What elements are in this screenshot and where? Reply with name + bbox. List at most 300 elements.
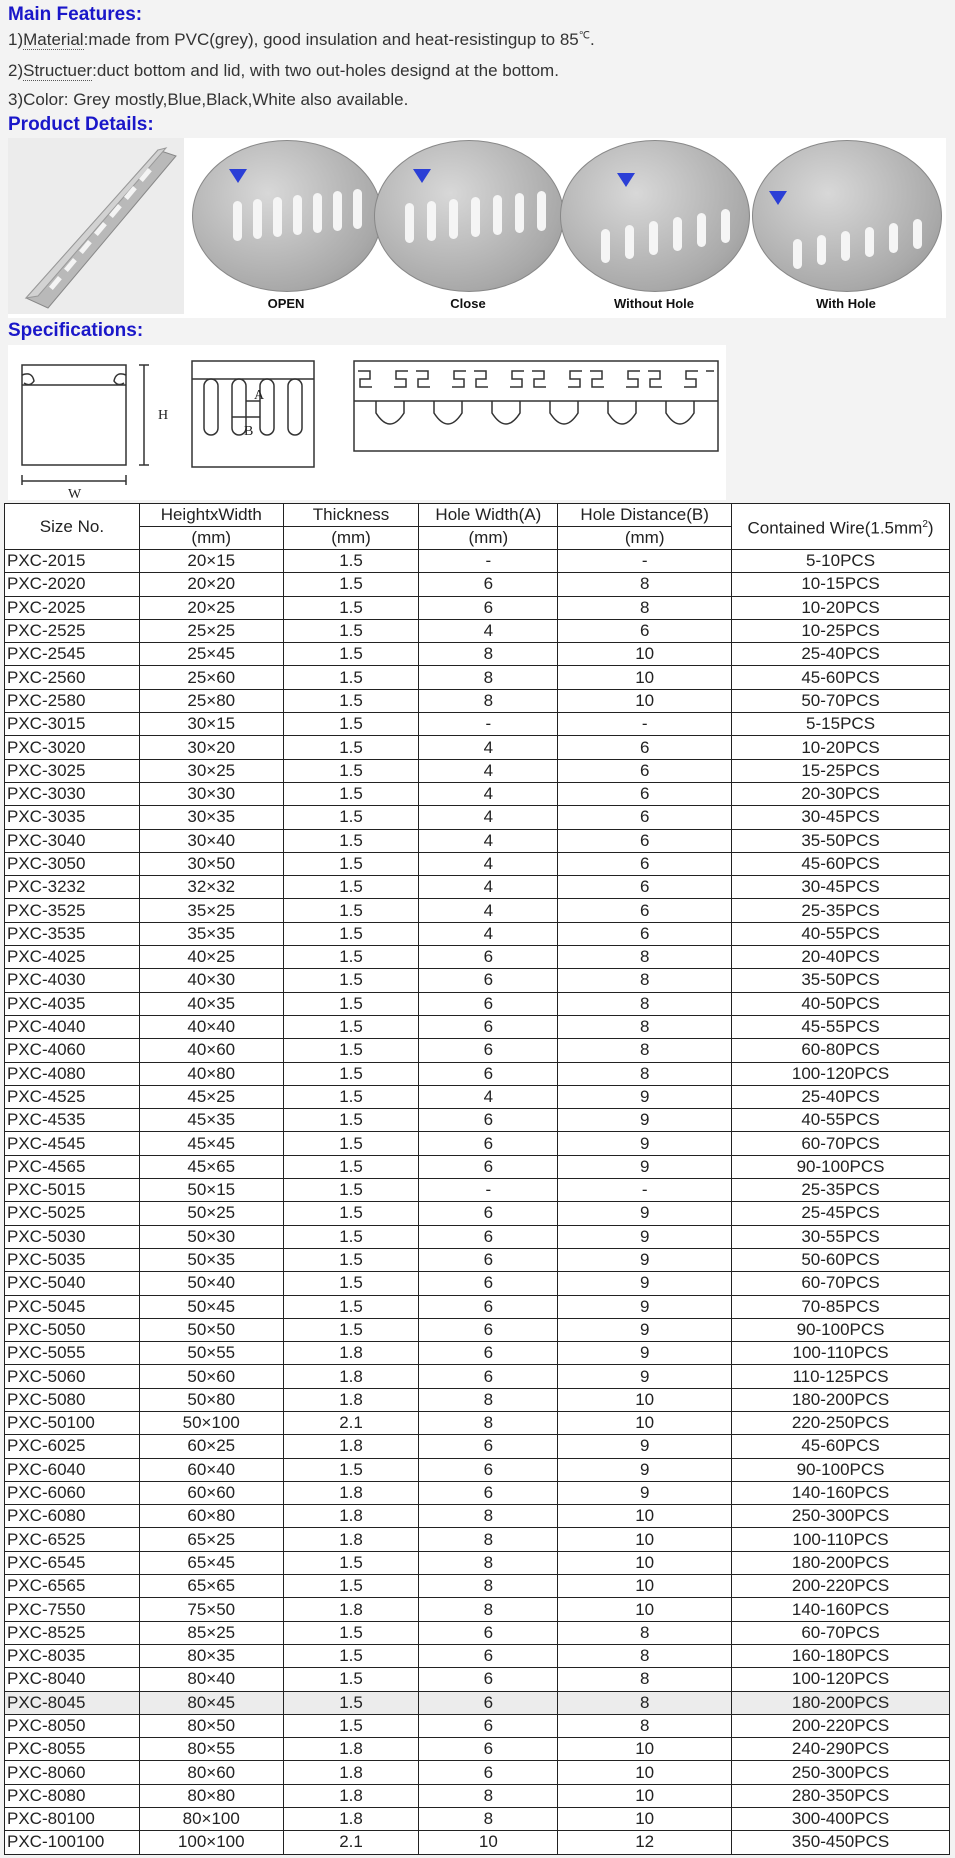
cell-height-width: 50×45 xyxy=(139,1295,283,1318)
cell-size-no: PXC-5040 xyxy=(5,1272,140,1295)
cell-thickness: 1.5 xyxy=(283,1248,419,1271)
cell-thickness: 1.5 xyxy=(283,666,419,689)
label-b: B xyxy=(244,424,254,439)
cell-size-no: PXC-3030 xyxy=(5,782,140,805)
cell-thickness: 1.8 xyxy=(283,1342,419,1365)
cell-height-width: 40×30 xyxy=(139,969,283,992)
label-w: W xyxy=(68,487,82,500)
table-row xyxy=(5,1365,950,1388)
cell-thickness: 1.5 xyxy=(283,1202,419,1225)
cell-hole-width: 6 xyxy=(419,573,558,596)
cell-height-width: 85×25 xyxy=(139,1621,283,1644)
table-row xyxy=(5,1295,950,1318)
cell-size-no: PXC-4035 xyxy=(5,992,140,1015)
cell-thickness: 1.5 xyxy=(283,1155,419,1178)
cell-hole-width: 8 xyxy=(419,643,558,666)
cell-contained-wire: 240-290PCS xyxy=(732,1738,950,1761)
spec-diagrams xyxy=(8,345,726,500)
cell-size-no: PXC-8045 xyxy=(5,1691,140,1714)
cell-hole-width: 8 xyxy=(419,1411,558,1434)
cell-size-no: PXC-4525 xyxy=(5,1085,140,1108)
cell-height-width: 45×35 xyxy=(139,1109,283,1132)
cell-height-width: 100×100 xyxy=(139,1831,283,1854)
cell-hole-distance: 9 xyxy=(558,1085,732,1108)
cell-height-width: 25×60 xyxy=(139,666,283,689)
table-row xyxy=(5,1668,950,1691)
table-row xyxy=(5,969,950,992)
cell-thickness: 1.5 xyxy=(283,550,419,573)
cell-hole-distance: 6 xyxy=(558,619,732,642)
cell-hole-distance: 8 xyxy=(558,1691,732,1714)
unit-mm: (mm) xyxy=(558,527,732,550)
cell-height-width: 45×65 xyxy=(139,1155,283,1178)
cell-thickness: 1.5 xyxy=(283,1318,419,1341)
cell-contained-wire: 5-15PCS xyxy=(732,713,950,736)
cell-hole-width: 6 xyxy=(419,1761,558,1784)
wire-label: Contained Wire(1.5mm xyxy=(747,518,923,538)
table-row xyxy=(5,1551,950,1574)
cell-contained-wire: 40-55PCS xyxy=(732,922,950,945)
cell-thickness: 1.5 xyxy=(283,596,419,619)
cell-size-no: PXC-4545 xyxy=(5,1132,140,1155)
cell-contained-wire: 250-300PCS xyxy=(732,1761,950,1784)
table-row xyxy=(5,1644,950,1667)
cell-hole-distance: 10 xyxy=(558,1411,732,1434)
cell-size-no: PXC-6040 xyxy=(5,1458,140,1481)
cell-hole-distance: 9 xyxy=(558,1132,732,1155)
cell-hole-distance: 10 xyxy=(558,1738,732,1761)
cell-hole-width: 6 xyxy=(419,1062,558,1085)
cell-hole-distance: 6 xyxy=(558,852,732,875)
cell-hole-width: - xyxy=(419,1179,558,1202)
cell-size-no: PXC-2020 xyxy=(5,573,140,596)
cell-hole-distance: 9 xyxy=(558,1225,732,1248)
cell-thickness: 1.5 xyxy=(283,1621,419,1644)
label-h: H xyxy=(158,408,169,423)
table-row xyxy=(5,1528,950,1551)
cell-height-width: 60×60 xyxy=(139,1481,283,1504)
cell-height-width: 20×15 xyxy=(139,550,283,573)
table-row xyxy=(5,1202,950,1225)
cell-height-width: 50×55 xyxy=(139,1342,283,1365)
cell-contained-wire: 100-120PCS xyxy=(732,1668,950,1691)
cell-hole-width: 6 xyxy=(419,1109,558,1132)
cell-hole-width: 8 xyxy=(419,1388,558,1411)
cell-hole-width: 6 xyxy=(419,969,558,992)
header-thickness: Thickness xyxy=(283,504,419,527)
cell-height-width: 80×40 xyxy=(139,1668,283,1691)
cell-size-no: PXC-7550 xyxy=(5,1598,140,1621)
cell-thickness: 1.5 xyxy=(283,992,419,1015)
cell-hole-width: 6 xyxy=(419,1668,558,1691)
cell-contained-wire: 350-450PCS xyxy=(732,1831,950,1854)
caption-open: OPEN xyxy=(267,296,305,311)
table-row xyxy=(5,1272,950,1295)
cell-hole-distance: 10 xyxy=(558,1575,732,1598)
cell-hole-distance: 9 xyxy=(558,1435,732,1458)
cell-size-no: PXC-80100 xyxy=(5,1808,140,1831)
cell-size-no: PXC-5045 xyxy=(5,1295,140,1318)
cell-hole-distance: 6 xyxy=(558,806,732,829)
table-row xyxy=(5,992,950,1015)
cell-thickness: 1.5 xyxy=(283,1132,419,1155)
cell-thickness: 1.5 xyxy=(283,759,419,782)
cell-contained-wire: 25-35PCS xyxy=(732,1179,950,1202)
cell-height-width: 50×40 xyxy=(139,1272,283,1295)
cell-size-no: PXC-3015 xyxy=(5,713,140,736)
cell-contained-wire: 35-50PCS xyxy=(732,829,950,852)
table-row xyxy=(5,1575,950,1598)
cell-hole-distance: 8 xyxy=(558,969,732,992)
table-row xyxy=(5,1714,950,1737)
cell-size-no: PXC-5035 xyxy=(5,1248,140,1271)
cell-height-width: 80×100 xyxy=(139,1808,283,1831)
cell-hole-width: 6 xyxy=(419,1272,558,1295)
cell-size-no: PXC-8040 xyxy=(5,1668,140,1691)
cell-contained-wire: 30-55PCS xyxy=(732,1225,950,1248)
cell-hole-distance: 10 xyxy=(558,1598,732,1621)
duct-product-photo xyxy=(8,138,184,314)
cell-hole-distance: 9 xyxy=(558,1365,732,1388)
cell-hole-distance: 10 xyxy=(558,1784,732,1807)
table-row xyxy=(5,1808,950,1831)
cell-contained-wire: 180-200PCS xyxy=(732,1551,950,1574)
cell-thickness: 1.5 xyxy=(283,1644,419,1667)
cell-size-no: PXC-2580 xyxy=(5,689,140,712)
cell-size-no: PXC-4040 xyxy=(5,1015,140,1038)
cell-size-no: PXC-6025 xyxy=(5,1435,140,1458)
cell-height-width: 30×30 xyxy=(139,782,283,805)
cell-contained-wire: 10-25PCS xyxy=(732,619,950,642)
cell-contained-wire: 140-160PCS xyxy=(732,1481,950,1504)
cell-size-no: PXC-6080 xyxy=(5,1505,140,1528)
cell-hole-distance: 10 xyxy=(558,1808,732,1831)
cell-contained-wire: 45-55PCS xyxy=(732,1015,950,1038)
cell-thickness: 1.5 xyxy=(283,1085,419,1108)
cell-hole-distance: 10 xyxy=(558,1388,732,1411)
cell-size-no: PXC-50100 xyxy=(5,1411,140,1434)
without-hole-photo xyxy=(560,140,750,292)
table-row xyxy=(5,643,950,666)
unit-mm: (mm) xyxy=(283,527,419,550)
cell-thickness: 1.8 xyxy=(283,1435,419,1458)
cell-size-no: PXC-6525 xyxy=(5,1528,140,1551)
table-row xyxy=(5,596,950,619)
cell-thickness: 1.5 xyxy=(283,1551,419,1574)
cell-height-width: 50×15 xyxy=(139,1179,283,1202)
cell-size-no: PXC-8050 xyxy=(5,1714,140,1737)
cell-height-width: 25×80 xyxy=(139,689,283,712)
cell-thickness: 1.5 xyxy=(283,899,419,922)
cell-thickness: 1.5 xyxy=(283,1691,419,1714)
cell-thickness: 1.5 xyxy=(283,1714,419,1737)
cell-height-width: 20×20 xyxy=(139,573,283,596)
cell-hole-width: 6 xyxy=(419,1365,558,1388)
cell-size-no: PXC-4080 xyxy=(5,1062,140,1085)
cell-thickness: 1.8 xyxy=(283,1365,419,1388)
cell-size-no: PXC-3020 xyxy=(5,736,140,759)
cell-contained-wire: 300-400PCS xyxy=(732,1808,950,1831)
table-row xyxy=(5,1598,950,1621)
cell-contained-wire: 250-300PCS xyxy=(732,1505,950,1528)
cell-size-no: PXC-8060 xyxy=(5,1761,140,1784)
cell-height-width: 40×25 xyxy=(139,946,283,969)
cell-hole-width: 6 xyxy=(419,1342,558,1365)
cell-thickness: 1.5 xyxy=(283,946,419,969)
cell-thickness: 1.8 xyxy=(283,1784,419,1807)
table-row xyxy=(5,876,950,899)
cell-hole-distance: 10 xyxy=(558,1528,732,1551)
cell-hole-distance: 6 xyxy=(558,829,732,852)
table-row xyxy=(5,1015,950,1038)
close-duct-photo xyxy=(374,140,564,292)
cell-contained-wire: 180-200PCS xyxy=(732,1388,950,1411)
cell-hole-width: 4 xyxy=(419,829,558,852)
feature-prefix: 1) xyxy=(8,30,24,49)
cell-height-width: 40×80 xyxy=(139,1062,283,1085)
cell-contained-wire: 25-40PCS xyxy=(732,643,950,666)
table-row xyxy=(5,782,950,805)
cell-thickness: 1.5 xyxy=(283,1015,419,1038)
cell-hole-width: - xyxy=(419,550,558,573)
cell-thickness: 1.5 xyxy=(283,922,419,945)
cell-thickness: 1.5 xyxy=(283,782,419,805)
cell-height-width: 30×20 xyxy=(139,736,283,759)
cell-hole-width: 8 xyxy=(419,1784,558,1807)
cell-hole-width: 8 xyxy=(419,1551,558,1574)
table-row xyxy=(5,852,950,875)
table-row xyxy=(5,1132,950,1155)
cell-height-width: 50×35 xyxy=(139,1248,283,1271)
table-row xyxy=(5,1248,950,1271)
header-size-no: Size No. xyxy=(5,504,140,550)
feature-text: :duct bottom and lid, with two out-holes designd at the bottom. xyxy=(92,61,559,80)
cell-hole-distance: 6 xyxy=(558,736,732,759)
cell-height-width: 35×25 xyxy=(139,899,283,922)
cell-size-no: PXC-4535 xyxy=(5,1109,140,1132)
cell-height-width: 75×50 xyxy=(139,1598,283,1621)
table-row xyxy=(5,1435,950,1458)
cell-hole-distance: 9 xyxy=(558,1272,732,1295)
header-contained-wire xyxy=(732,504,950,550)
cell-contained-wire: 45-60PCS xyxy=(732,1435,950,1458)
cell-hole-width: 6 xyxy=(419,1039,558,1062)
cell-hole-width: 6 xyxy=(419,1225,558,1248)
cell-hole-distance: 8 xyxy=(558,1668,732,1691)
cell-size-no: PXC-8055 xyxy=(5,1738,140,1761)
feature-suffix: . xyxy=(590,30,595,49)
cell-size-no: PXC-5030 xyxy=(5,1225,140,1248)
cell-height-width: 20×25 xyxy=(139,596,283,619)
cell-contained-wire: 100-120PCS xyxy=(732,1062,950,1085)
cell-hole-distance: 9 xyxy=(558,1342,732,1365)
cell-contained-wire: 100-110PCS xyxy=(732,1528,950,1551)
cell-size-no: PXC-3035 xyxy=(5,806,140,829)
cell-hole-distance: 9 xyxy=(558,1458,732,1481)
wire-end: ) xyxy=(927,518,934,538)
table-row xyxy=(5,1831,950,1854)
cell-thickness: 1.5 xyxy=(283,1668,419,1691)
cell-size-no: PXC-6060 xyxy=(5,1481,140,1504)
table-row xyxy=(5,759,950,782)
cell-size-no: PXC-2025 xyxy=(5,596,140,619)
cell-hole-width: 4 xyxy=(419,852,558,875)
cell-thickness: 1.8 xyxy=(283,1505,419,1528)
cell-size-no: PXC-2015 xyxy=(5,550,140,573)
feature-item-1 xyxy=(8,30,595,50)
cell-contained-wire: 60-70PCS xyxy=(732,1132,950,1155)
cell-hole-width: 6 xyxy=(419,1015,558,1038)
cell-contained-wire: 90-100PCS xyxy=(732,1318,950,1341)
cell-hole-width: 6 xyxy=(419,1318,558,1341)
specifications-title: Specifications: xyxy=(8,320,144,341)
cell-size-no: PXC-2560 xyxy=(5,666,140,689)
table-row xyxy=(5,1481,950,1504)
cell-contained-wire: 10-20PCS xyxy=(732,596,950,619)
cell-height-width: 65×25 xyxy=(139,1528,283,1551)
table-row xyxy=(5,1761,950,1784)
cell-contained-wire: 10-15PCS xyxy=(732,573,950,596)
cell-thickness: 1.5 xyxy=(283,1225,419,1248)
cell-thickness: 1.5 xyxy=(283,1575,419,1598)
cell-height-width: 80×35 xyxy=(139,1644,283,1667)
degree-unit: ℃ xyxy=(578,30,590,42)
cell-contained-wire: 20-40PCS xyxy=(732,946,950,969)
unit-mm: (mm) xyxy=(419,527,558,550)
cell-size-no: PXC-5025 xyxy=(5,1202,140,1225)
cell-contained-wire: 60-70PCS xyxy=(732,1621,950,1644)
cell-hole-width: 6 xyxy=(419,1621,558,1644)
feature-text: :made from PVC(grey), good insulation and heat-resistingup to 85 xyxy=(83,30,579,49)
cell-contained-wire: 160-180PCS xyxy=(732,1644,950,1667)
cell-hole-distance: 10 xyxy=(558,666,732,689)
cell-contained-wire: 15-25PCS xyxy=(732,759,950,782)
cell-contained-wire: 30-45PCS xyxy=(732,876,950,899)
table-row xyxy=(5,1458,950,1481)
cell-hole-distance: - xyxy=(558,550,732,573)
cell-height-width: 30×50 xyxy=(139,852,283,875)
open-duct-photo xyxy=(192,140,382,292)
cell-contained-wire: 25-35PCS xyxy=(732,899,950,922)
feature-prefix: 2) xyxy=(8,61,24,80)
caption-close: Close xyxy=(450,296,486,311)
cell-thickness: 1.8 xyxy=(283,1598,419,1621)
cell-hole-distance: 9 xyxy=(558,1155,732,1178)
cell-size-no: PXC-4025 xyxy=(5,946,140,969)
unit-mm: (mm) xyxy=(139,527,283,550)
cell-hole-distance: 9 xyxy=(558,1109,732,1132)
cell-hole-distance: 10 xyxy=(558,643,732,666)
cell-size-no: PXC-5060 xyxy=(5,1365,140,1388)
arrow-down-outline-icon xyxy=(769,191,787,205)
cell-hole-width: 4 xyxy=(419,876,558,899)
cell-size-no: PXC-6565 xyxy=(5,1575,140,1598)
table-row xyxy=(5,1621,950,1644)
table-row xyxy=(5,1342,950,1365)
cell-contained-wire: 25-40PCS xyxy=(732,1085,950,1108)
cell-size-no: PXC-3232 xyxy=(5,876,140,899)
cell-thickness: 1.5 xyxy=(283,1458,419,1481)
cell-thickness: 1.5 xyxy=(283,829,419,852)
cable-duct-image xyxy=(8,138,184,314)
cell-hole-distance: 6 xyxy=(558,759,732,782)
cell-thickness: 1.5 xyxy=(283,1039,419,1062)
table-row xyxy=(5,1691,950,1714)
feature-prefix: 3) xyxy=(8,90,24,109)
cell-height-width: 60×40 xyxy=(139,1458,283,1481)
cell-thickness: 1.5 xyxy=(283,1179,419,1202)
cell-contained-wire: 60-70PCS xyxy=(732,1272,950,1295)
cell-height-width: 30×40 xyxy=(139,829,283,852)
table-row xyxy=(5,922,950,945)
cell-hole-distance: 10 xyxy=(558,1761,732,1784)
cell-hole-distance: 8 xyxy=(558,1714,732,1737)
cell-hole-distance: 10 xyxy=(558,689,732,712)
cell-contained-wire: 40-55PCS xyxy=(732,1109,950,1132)
cell-thickness: 1.5 xyxy=(283,1109,419,1132)
cell-hole-width: 6 xyxy=(419,946,558,969)
cell-height-width: 50×100 xyxy=(139,1411,283,1434)
table-row xyxy=(5,550,950,573)
table-row xyxy=(5,1225,950,1248)
cell-contained-wire: 90-100PCS xyxy=(732,1155,950,1178)
table-row xyxy=(5,806,950,829)
table-row xyxy=(5,666,950,689)
cell-hole-width: - xyxy=(419,713,558,736)
cell-height-width: 40×35 xyxy=(139,992,283,1015)
cell-hole-width: 6 xyxy=(419,1458,558,1481)
cell-hole-distance: - xyxy=(558,713,732,736)
cell-size-no: PXC-8080 xyxy=(5,1784,140,1807)
table-row xyxy=(5,619,950,642)
cell-hole-width: 4 xyxy=(419,806,558,829)
cell-size-no: PXC-4565 xyxy=(5,1155,140,1178)
table-row xyxy=(5,689,950,712)
cell-hole-width: 6 xyxy=(419,992,558,1015)
cell-contained-wire: 45-60PCS xyxy=(732,666,950,689)
table-row xyxy=(5,899,950,922)
cell-hole-width: 4 xyxy=(419,922,558,945)
cell-hole-width: 8 xyxy=(419,1808,558,1831)
cell-contained-wire: 40-50PCS xyxy=(732,992,950,1015)
cell-hole-distance: 9 xyxy=(558,1202,732,1225)
specification-table xyxy=(4,503,950,1855)
cell-contained-wire: 140-160PCS xyxy=(732,1598,950,1621)
cell-hole-width: 4 xyxy=(419,1085,558,1108)
table-row xyxy=(5,1085,950,1108)
cell-hole-distance: 9 xyxy=(558,1248,732,1271)
cell-size-no: PXC-8525 xyxy=(5,1621,140,1644)
cell-thickness: 1.8 xyxy=(283,1481,419,1504)
cell-height-width: 35×35 xyxy=(139,922,283,945)
cell-hole-distance: 9 xyxy=(558,1295,732,1318)
cell-hole-distance: 8 xyxy=(558,1062,732,1085)
cell-contained-wire: 30-45PCS xyxy=(732,806,950,829)
cell-size-no: PXC-2545 xyxy=(5,643,140,666)
cell-thickness: 1.8 xyxy=(283,1761,419,1784)
cell-contained-wire: 90-100PCS xyxy=(732,1458,950,1481)
cell-hole-width: 6 xyxy=(419,1202,558,1225)
feature-item-2 xyxy=(8,61,559,81)
arrow-down-icon xyxy=(413,169,431,183)
table-row xyxy=(5,1155,950,1178)
cell-hole-width: 4 xyxy=(419,782,558,805)
cell-hole-width: 8 xyxy=(419,1575,558,1598)
main-features-title: Main Features: xyxy=(8,4,143,25)
cell-thickness: 1.5 xyxy=(283,689,419,712)
cell-thickness: 1.5 xyxy=(283,969,419,992)
cell-height-width: 25×25 xyxy=(139,619,283,642)
